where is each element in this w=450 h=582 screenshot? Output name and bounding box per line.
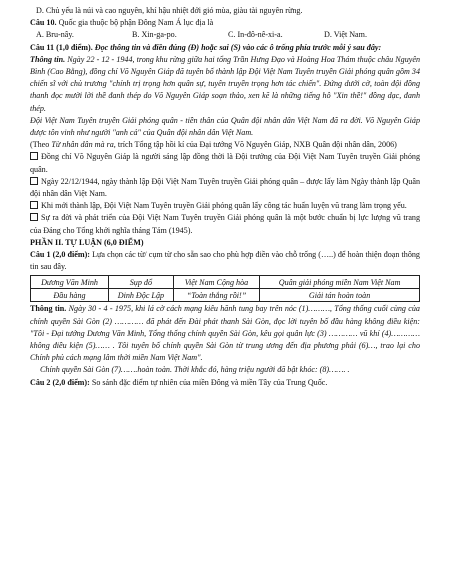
part2-question-2 bbox=[30, 377, 420, 389]
q9-option-d: D. Chủ yếu là núi và cao nguyên, khí hậu nhiệt đới gió mùa, giàu tài nguyên rừng. bbox=[36, 6, 303, 15]
word-bank-cell: Việt Nam Cộng hòa bbox=[173, 276, 259, 289]
statement-text: Ngày 22/12/1944, ngày thành lập Đội Việt Nam Tuyên truyền Giải phóng quân – được lấy làm Ngày thành lập Quân đội nhân dân Việt Nam. bbox=[30, 176, 420, 199]
q10-option-a[interactable]: A. Bru-nây. bbox=[36, 30, 74, 40]
word-bank-cell: Đầu hàng bbox=[31, 289, 109, 302]
part2-info bbox=[30, 303, 420, 364]
answer-checkbox[interactable] bbox=[30, 177, 38, 185]
q11-instruction: Đọc thông tin và điền đúng (Đ) hoặc sai (S) vào các ô trống phía trước mỗi ý sau đây: bbox=[92, 42, 382, 52]
part2-q2-label: Câu 2 (2,0 điểm): bbox=[30, 377, 90, 387]
word-bank-cell: Quân giải phóng miền Nam Việt Nam bbox=[260, 276, 420, 289]
part2-q1-label: Câu 1 (2,0 điểm): bbox=[30, 250, 90, 260]
part2-info-label: Thông tin. bbox=[30, 304, 67, 314]
word-bank-table bbox=[30, 275, 420, 302]
source-prefix: (Theo bbox=[30, 140, 52, 150]
question-10 bbox=[30, 17, 420, 29]
q11-info-2: Đội Việt Nam Tuyên truyền Giải phóng quân - tiền thân của Quân đội nhân dân Việt Nam đã ra đời. Võ Nguyên Giáp được tôn vinh như người "anh cả" của Quân đội nhân dân Việt Nam. bbox=[30, 115, 420, 138]
question-11 bbox=[30, 42, 420, 54]
statement-4 bbox=[30, 212, 420, 236]
q11-label: Câu 11 (1,0 điểm). bbox=[30, 42, 93, 52]
part2-question-1 bbox=[30, 249, 420, 273]
word-bank-row bbox=[31, 289, 420, 302]
q10-option-d[interactable]: D. Việt Nam. bbox=[324, 30, 367, 40]
part2-info-text: Ngày 30 - 4 - 1975, khi lá cờ cách mạng kiêu hãnh tung bay trên nóc (1)………, Tổng thống cuối cùng của chính quyền Sài Gòn (2) ………… đã phát đến Đài phát thanh Sài Gòn, đọc lời tuyên bố đầu hàng không điều kiện: "Tôi - Đại tướng Dương Văn Minh, Tổng thống chính quyền Sài Gòn, kêu gọi quân lực (3) ………… vũ khí (4)………… không điều kiện (5)…… . Tôi tuyên bố chính quyền Sài Gòn từ trung ương đến địa phương phải (6)…, trao lại cho Chính phủ cách mạng lâm thời miền Nam Việt Nam". bbox=[30, 304, 420, 363]
statement-text: Đồng chí Võ Nguyên Giáp là người sáng lập đồng thời là Đội trưởng của Đội Việt Nam Tuyên truyền Giải phóng quân. bbox=[30, 152, 420, 174]
q10-text: Quốc gia thuộc bộ phận Đông Nam Á lục địa là bbox=[56, 18, 214, 28]
answer-checkbox[interactable] bbox=[30, 152, 38, 160]
word-bank-row bbox=[31, 276, 420, 289]
word-bank-cell: “Toàn thắng rồi!” bbox=[173, 289, 259, 302]
q10-options bbox=[30, 29, 420, 41]
source-suffix: , trích Tổng tập hồi kí của Đại tướng Võ Nguyên Giáp, NXB Quân đội nhân dân, 2006) bbox=[113, 140, 397, 150]
q10-option-b[interactable]: B. Xin-ga-po. bbox=[132, 30, 177, 40]
statement-1 bbox=[30, 151, 420, 175]
source-title: Từ nhân dân mà ra bbox=[51, 140, 114, 150]
answer-checkbox[interactable] bbox=[30, 201, 38, 209]
part2-info-2: Chính quyền Sài Gòn (7)…….hoàn toàn. Thời khắc đó, hàng triệu người đã bật khóc: (8)……. . bbox=[40, 365, 350, 375]
word-bank-cell: Dương Văn Minh bbox=[31, 276, 109, 289]
statement-text: Sự ra đời và phát triển của Đội Việt Nam Tuyên truyền Giải phóng quân là một bước chuẩn bị lực lượng vũ trang của Đảng cho Tổng khởi nghĩa tháng Tám (1945). bbox=[30, 213, 420, 235]
word-bank-cell: Giải tán hoàn toàn bbox=[260, 289, 420, 302]
statement-3 bbox=[30, 200, 420, 212]
q10-label: Câu 10. bbox=[30, 18, 57, 28]
statement-2 bbox=[30, 176, 420, 200]
part-2-title: PHẦN II. TỰ LUẬN (6,0 ĐIỂM) bbox=[30, 237, 144, 247]
part2-q1-text: Lựa chọn các từ/ cụm từ cho sẵn sao cho phù hợp điền vào chỗ trống (…..) để hoàn thiện đoạn thông tin sau đây. bbox=[30, 250, 420, 272]
q11-info bbox=[30, 54, 420, 115]
word-bank-cell: Sụp đổ bbox=[109, 276, 174, 289]
q11-info-text: Ngày 22 - 12 - 1944, trong khu rừng giữa hai tổng Trần Hưng Đạo và Hoàng Hoa Thám thuộc châu Nguyên Bình (Cao Bằng), đồng chí Võ Nguyên Giáp đã tuyên bố thành lập Đội Việt Nam Tuyên truyền Giải phóng quân gồm 34 chiến sĩ với chủ trương "chính trị trọng hơn quân sự, tuyên truyền trọng hơn tác chiến". Đứng dưới cờ, toàn đội đồng thanh đọc mười lời thề đanh thép do Võ Nguyên Giáp soạn thảo, xen kẽ là những tiếng hô "Xin thề!" đồng dạc, đanh thép. bbox=[30, 54, 420, 113]
part2-q2-text: So sánh đặc điểm tự nhiên của miền Đông và miền Tây của Trung Quốc. bbox=[89, 377, 328, 387]
statement-text: Khi mới thành lập, Đội Việt Nam Tuyên truyền Giải phóng quân lấy công tác huấn luyện vũ trang làm trọng yếu. bbox=[41, 201, 407, 211]
word-bank-cell: Dinh Độc Lập bbox=[109, 289, 174, 302]
q11-source bbox=[30, 139, 420, 151]
q10-option-c[interactable]: C. In-đô-nê-xi-a. bbox=[228, 30, 283, 40]
answer-checkbox[interactable] bbox=[30, 213, 38, 221]
q11-info-label: Thông tin. bbox=[30, 54, 66, 64]
